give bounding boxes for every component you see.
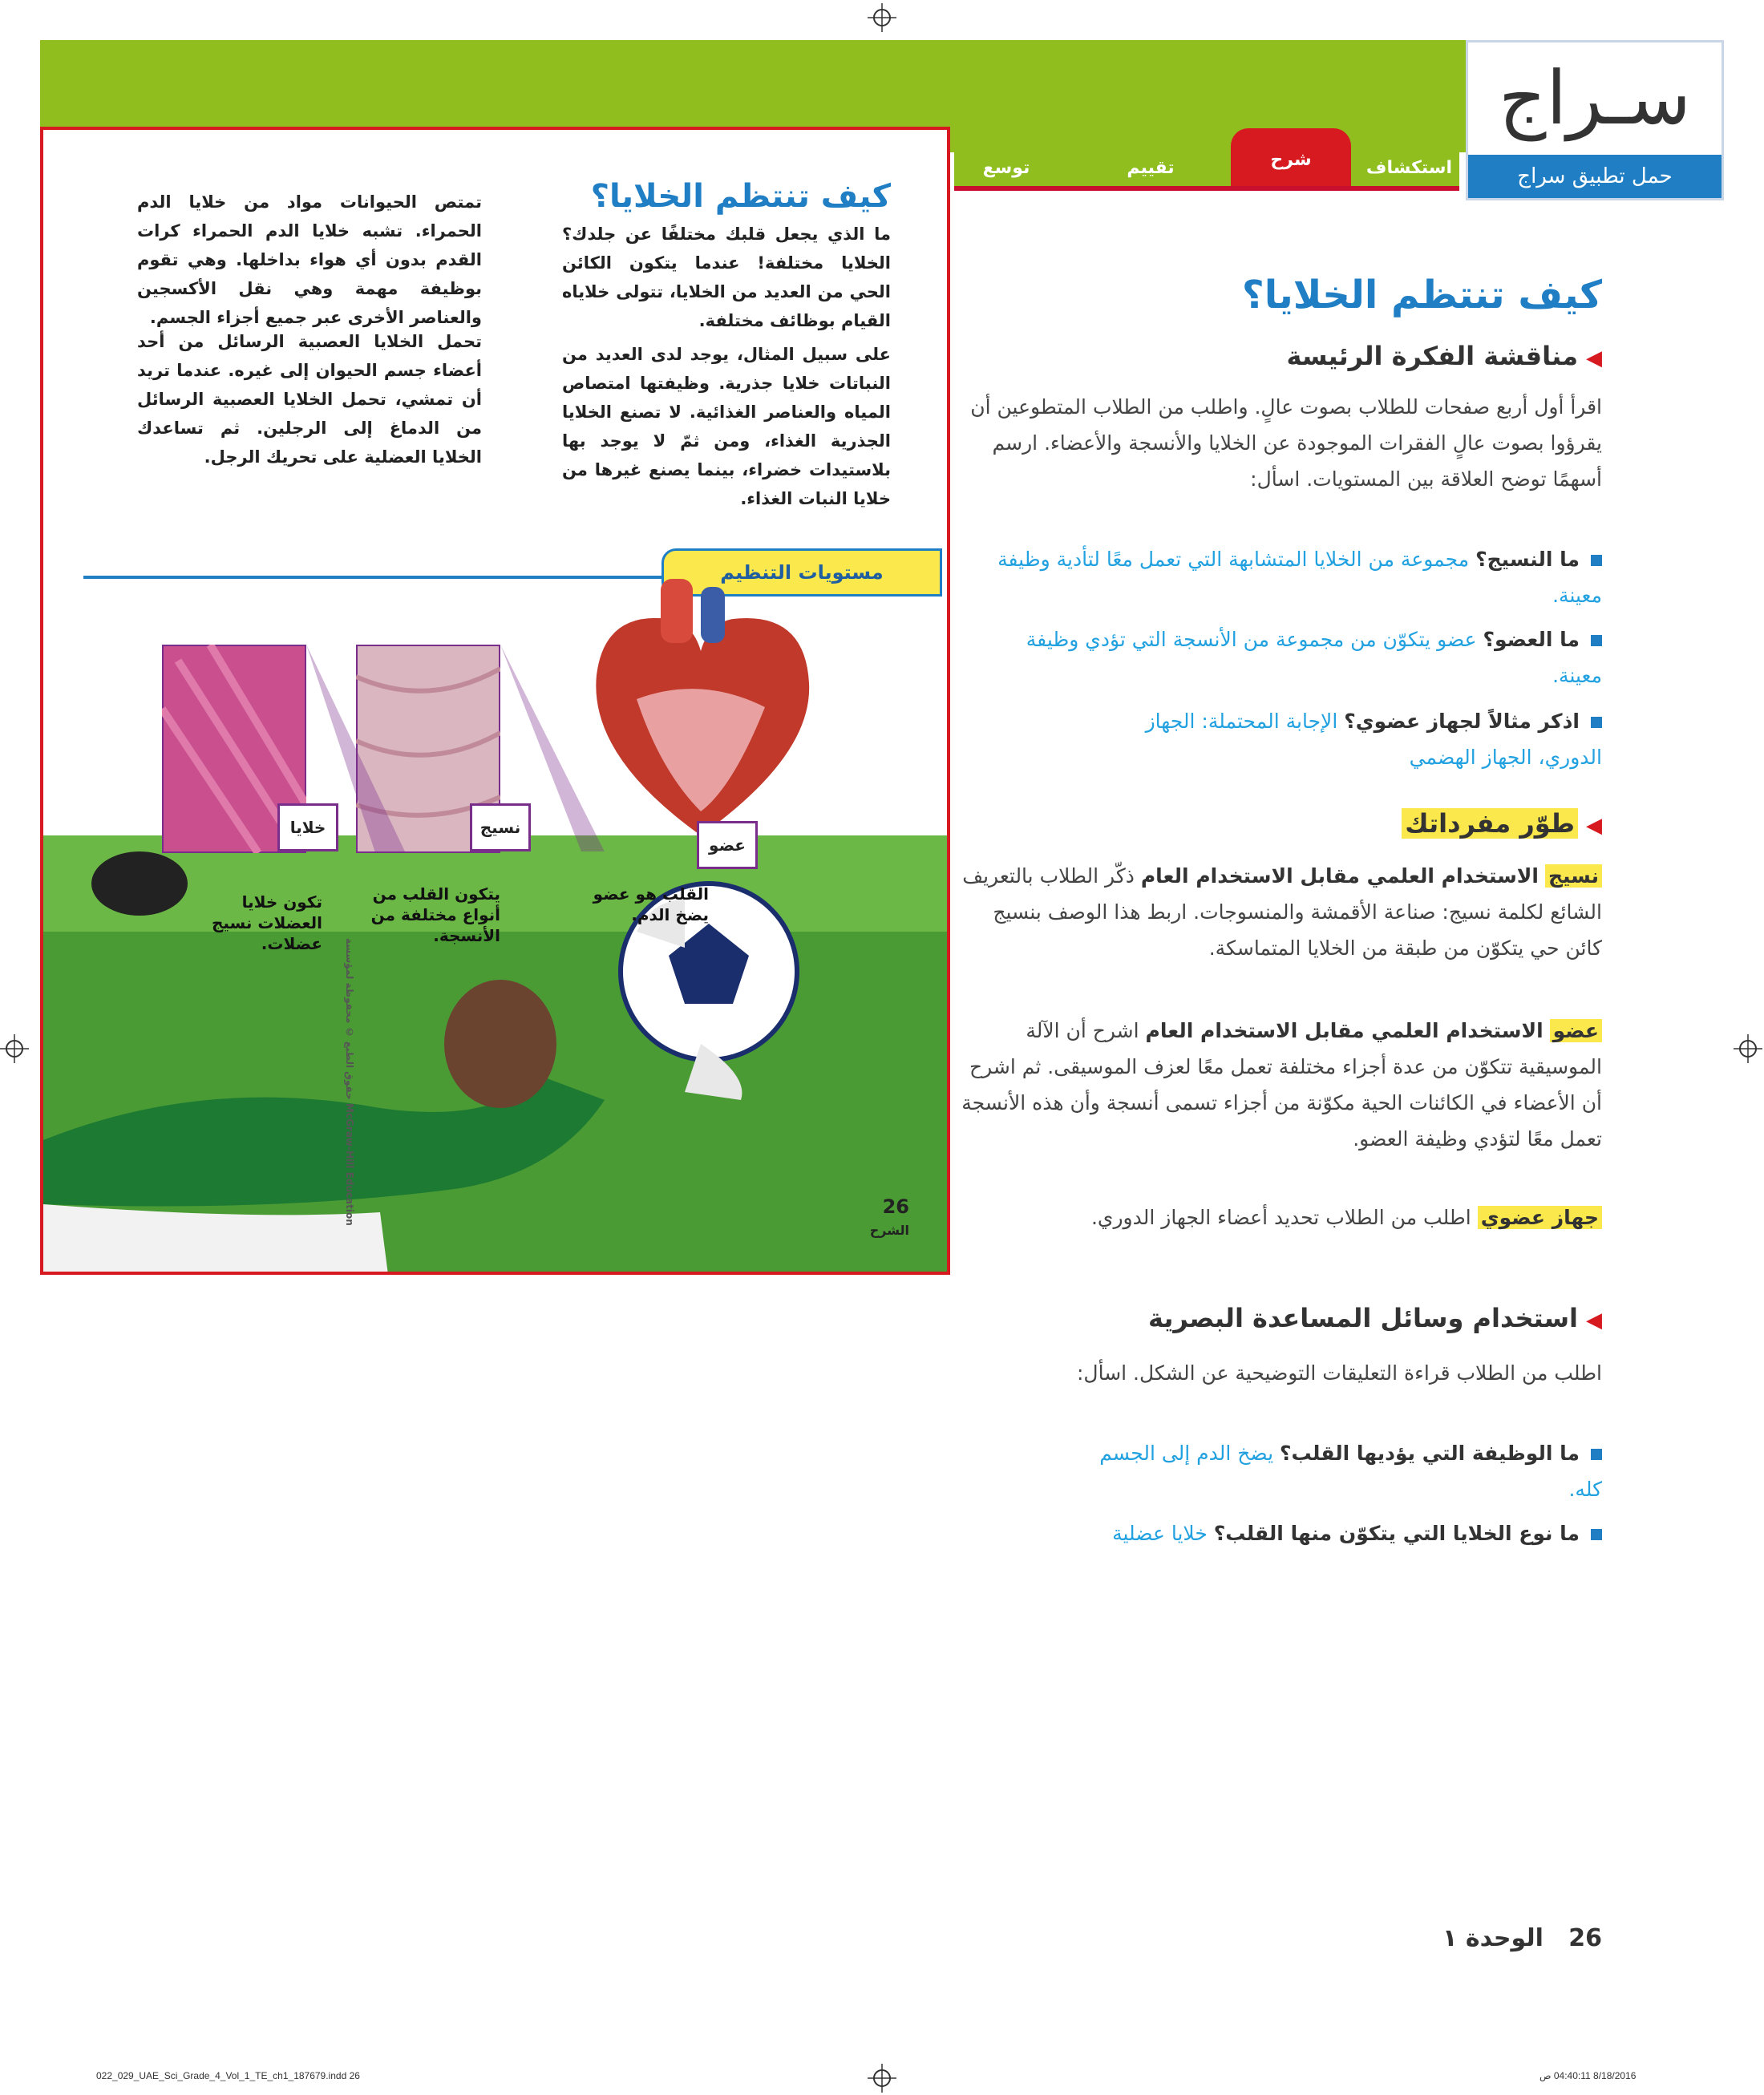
question-5-text: ما نوع الخلايا التي يتكوّن منها القلب؟: [1213, 1522, 1580, 1545]
footer-unit-label: الوحدة ١: [1442, 1924, 1544, 1952]
triangle-icon: ◀: [1586, 1308, 1602, 1333]
question-1-text: ما النسيج؟: [1475, 548, 1580, 571]
registration-mark-top: [868, 3, 896, 32]
registration-mark-bottom: [868, 2064, 896, 2093]
question-5: [961, 1515, 1602, 1551]
answer-5-text: خلايا عضلية: [1112, 1522, 1208, 1545]
answer-1-text: مجموعة من الخلايا المتشابهة التي تعمل معًا لتأدية وظيفة معينة.: [997, 548, 1602, 607]
bullet-square-icon: [1591, 1529, 1602, 1540]
term-1-block: [961, 858, 1602, 966]
question-2: [977, 621, 1602, 694]
photo-credit: McGraw-Hill Education حقوق الطبع © محفوظة لمؤسسة: [344, 938, 355, 1226]
aorta-shape: [661, 579, 693, 643]
term-1: نسيج: [1545, 864, 1602, 888]
term-3: جهاز عضوي: [1478, 1206, 1602, 1229]
registration-mark-left: [0, 1034, 29, 1063]
label-tissue: نسيج: [470, 803, 531, 851]
tab-evaluate[interactable]: تقييم: [1127, 158, 1175, 178]
caption-cells: تكون خلايا العضلات نسيج عضلات.: [211, 892, 322, 953]
boot-shape: [91, 851, 188, 916]
section-vocabulary: [920, 808, 1602, 839]
teacher-title: كيف تنتظم الخلايا؟: [1241, 273, 1602, 317]
bullet-square-icon: [1591, 717, 1602, 728]
label-cells: خلايا: [277, 803, 338, 851]
bullet-square-icon: [1591, 1449, 1602, 1460]
siraj-logo: [1466, 40, 1724, 200]
section-main-idea-body: اقرأ أول أربع صفحات للطلاب بصوت عالٍ. واطلب من الطلاب المتطوعين أن يقرؤوا بصوت عالٍ الفقرات الموجودة عن الخلايا والأنسجة والأعضاء. ارسم أسهمًا توضح العلاقة بين المستويات. اسأل:: [970, 395, 1602, 491]
bullet-square-icon: [1591, 555, 1602, 566]
section-visual-aids-body: اطلب من الطلاب قراءة التعليقات التوضيحية عن الشكل. اسأل:: [1077, 1361, 1602, 1385]
term-3-body: اطلب من الطلاب تحديد أعضاء الجهاز الدوري.: [1090, 1206, 1471, 1229]
triangle-icon: ◀: [1586, 814, 1602, 838]
logo-tagline: حمل تطبيق سراج: [1468, 155, 1722, 198]
section-tabs: [954, 151, 1459, 191]
term-1-body: ذكّر الطلاب بالتعريف الشائع لكلمة نسيج: صناعة الأقمشة والمنسوجات. اربط هذا الوصف بنسيج كائن حي يتكوّن من طبقة من الخلايا المتماسكة.: [962, 864, 1602, 960]
bullet-square-icon: [1591, 635, 1602, 646]
levels-label: مستويات التنظيم: [662, 548, 942, 597]
question-3: [1121, 703, 1602, 775]
head-shape: [444, 980, 556, 1108]
section-vocabulary-heading: طوّر مفرداتك: [1402, 808, 1578, 839]
footer-page-number: 26: [1568, 1924, 1602, 1952]
section-visual-aids-heading: استخدام وسائل المساعدة البصرية: [1148, 1303, 1578, 1333]
question-4-text: ما الوظيفة التي يؤديها القلب؟: [1280, 1442, 1580, 1465]
section-visual-aids: [920, 1303, 1602, 1333]
answer-4-text: يضخ الدم إلى الجسم كله.: [1099, 1442, 1602, 1501]
registration-mark-right: [1734, 1034, 1762, 1063]
textbook-title: كيف تنتظم الخلايا؟: [590, 178, 891, 215]
textbook-para-3: تمتص الحيوانات مواد من خلايا الدم الحمراء. تشبه خلايا الدم الحمراء كرات القدم بدون أي هواء بداخلها. وهي تقوم بوظيفة مهمة وهي نقل الأكسجين والعناصر الأخرى عبر جميع أجزاء الجسم.: [137, 192, 482, 327]
term-2-body: اشرح أن الآلة الموسيقية تتكوّن من عدة أجزاء مختلفة تعمل معًا لعزف الموسيقى. ثم اشرح أن الأعضاء في الكائنات الحية مكوّنة من أجزاء تسمى أنسجة وأن هذه الأنسجة تعمل معًا لتؤدي وظيفة العضو.: [961, 1019, 1602, 1151]
caption-organ: القلب هو عضو يضخ الدم.: [593, 884, 709, 924]
textbook-para-4: تحمل الخلايا العصبية الرسائل من أحد أعضاء جسم الحيوان إلى غيره. عندما تريد أن تمشي، تحمل الخلايا العصبية الرسائل من الدماغ إلى الرجلين. ثم تساعدك الخلايا العضلية على تحريك الرجل.: [137, 332, 482, 467]
tb-page-section: الشرح: [869, 1223, 909, 1238]
triangle-icon: ◀: [1586, 346, 1602, 370]
term-3-block: [961, 1199, 1602, 1236]
label-organ: عضو: [697, 821, 758, 869]
term-2-block: [961, 1013, 1602, 1157]
answer-2-text: عضو يتكوّن من مجموعة من الأنسجة التي تؤدي وظيفة معينة.: [1026, 628, 1602, 687]
tab-expand[interactable]: توسع: [982, 158, 1030, 178]
caption-tissue: يتكون القلب من أنواع مختلفة من الأنسجة.: [370, 884, 500, 945]
textbook-para-1: ما الذي يجعل قلبك مختلفًا عن جلدك؟ الخلايا مختلفة! عندما يتكون الكائن الحي من العديد من الخلايا، تتولى خلاياه القيام بوظائف مختلفة.: [562, 224, 891, 330]
tb-page-number: 26: [882, 1195, 909, 1218]
textbook-para-2: على سبيل المثال، يوجد لدى العديد من النباتات خلايا جذرية. وظيفتها امتصاص المياه والعناصر الغذائية. لا تصنع الخلايا الجذرية الغذاء، ومن ثمّ لا يوجد بها بلاستيدات خضراء، بينما يصنع غيرها من خلايا النبات الغذاء.: [562, 345, 891, 508]
question-4: [1089, 1435, 1602, 1507]
textbook-page: [40, 127, 950, 1275]
answer-3-text: الإجابة المحتملة: الجهاز الدوري، الجهاز الهضمي: [1145, 710, 1602, 769]
logo-word: سـراج: [1499, 55, 1691, 141]
tab-explore[interactable]: استكشاف: [1365, 158, 1453, 178]
question-1: [977, 541, 1602, 613]
term-1-label: الاستخدام العلمي مقابل الاستخدام العام: [1140, 864, 1539, 888]
footer-unit: [1361, 1924, 1602, 1952]
term-2: عضو: [1550, 1019, 1602, 1042]
vein-shape: [701, 587, 725, 643]
term-2-label: الاستخدام العلمي مقابل الاستخدام العام: [1145, 1019, 1544, 1042]
tab-explain[interactable]: شرح: [1231, 128, 1351, 186]
question-3-text: اذكر مثالاً لجهاز عضوي؟: [1344, 710, 1580, 733]
section-main-idea-heading: مناقشة الفكرة الرئيسة: [1286, 341, 1578, 371]
file-info: 022_029_UAE_Sci_Grade_4_Vol_1_TE_ch1_187679.indd 26: [96, 2070, 360, 2081]
section-main-idea: [920, 341, 1602, 371]
question-2-text: ما العضو؟: [1483, 628, 1580, 651]
date-info: 8/18/2016 04:40:11 ص: [1539, 2070, 1637, 2081]
